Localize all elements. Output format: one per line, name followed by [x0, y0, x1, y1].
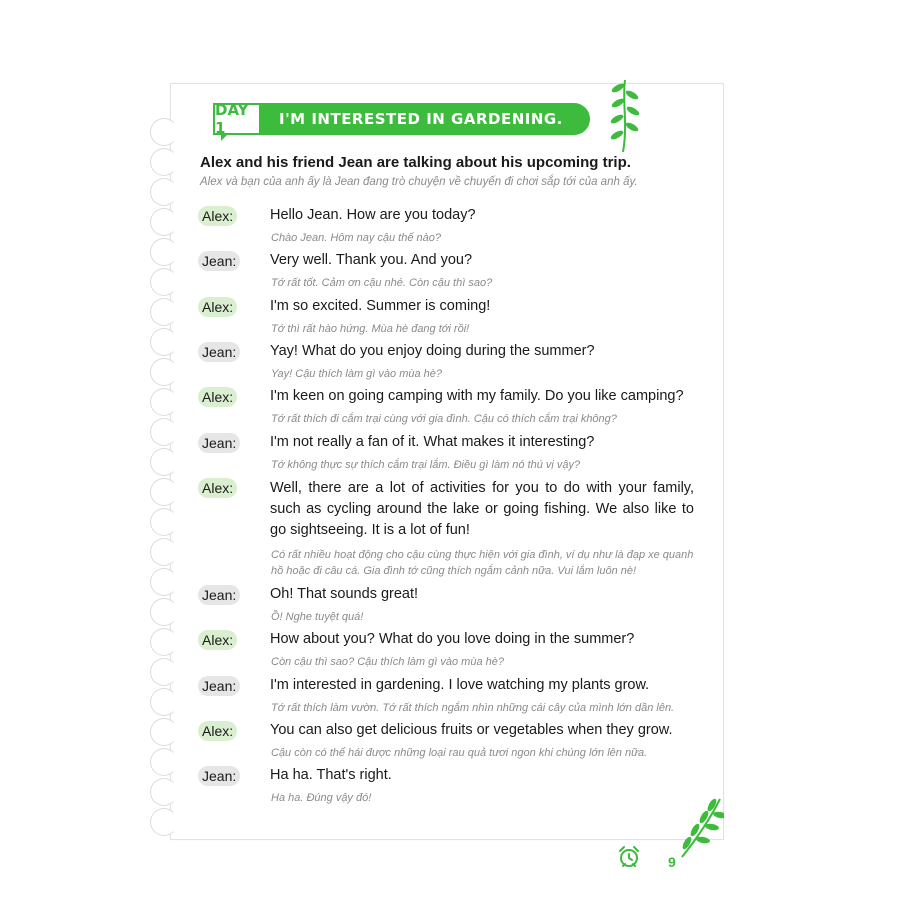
leaf-branch-icon [676, 795, 724, 859]
binding-ring [150, 598, 178, 626]
intro-vietnamese: Alex và bạn của anh ấy là Jean đang trò chuyện về chuyến đi chơi sắp tới của anh ấy. [200, 176, 638, 188]
vietnamese-line: Ha ha. Đúng vậy đó! [271, 792, 372, 804]
binding-ring [150, 148, 178, 176]
lesson-banner [213, 103, 590, 135]
intro [200, 154, 700, 188]
speaker-badge: Alex: [198, 387, 237, 407]
lesson-title: I'M INTERESTED IN GARDENING. [279, 110, 563, 128]
binding-ring [150, 538, 178, 566]
binding-ring [150, 568, 178, 596]
binding-ring [150, 298, 178, 326]
binding-ring [150, 388, 178, 416]
vietnamese-line: Tớ rất thích đi cắm trại cùng với gia đình. Cậu có thích cắm trại không? [271, 413, 617, 425]
binding-ring [150, 718, 178, 746]
speaker-badge: Jean: [198, 585, 240, 605]
binding-ring [150, 778, 178, 806]
page-number: 9 [668, 854, 676, 870]
english-line: I'm not really a fan of it. What makes it interesting? [270, 434, 595, 450]
binding-ring [150, 268, 178, 296]
english-line: You can also get delicious fruits or vegetables when they grow. [270, 722, 673, 738]
vietnamese-line: Ồ! Nghe tuyệt quá! [271, 611, 364, 623]
binding-ring [150, 658, 178, 686]
english-line: Well, there are a lot of activities for you to do with your family, such as cycling around the lake or going fishing. We also like to go sightseeing. It is a lot of fun! [270, 480, 694, 538]
binding-ring [150, 358, 178, 386]
vietnamese-line: Tớ không thực sự thích cắm trại lắm. Điều gì làm nó thú vị vậy? [271, 459, 581, 471]
vietnamese-line: Tớ rất tốt. Cảm ơn cậu nhé. Còn cậu thì sao? [271, 277, 493, 289]
speaker-badge: Alex: [198, 721, 237, 741]
vietnamese-line: Còn cậu thì sao? Cậu thích làm gì vào mùa hè? [271, 656, 504, 668]
binding-ring [150, 748, 178, 776]
binding-ring [150, 118, 178, 146]
english-line: I'm keen on going camping with my family. Do you like camping? [270, 388, 684, 404]
vietnamese-line: Yay! Cậu thích làm gì vào mùa hè? [271, 368, 442, 380]
binding-ring [150, 808, 178, 836]
speaker-badge: Alex: [198, 206, 237, 226]
binding-ring [150, 178, 178, 206]
binding-ring [150, 478, 178, 506]
vietnamese-line: Tớ rất thích làm vườn. Tớ rất thích ngắm nhìn những cái cây của mình lớn dần lên. [271, 702, 675, 714]
binding-ring [150, 448, 178, 476]
binding-ring [150, 238, 178, 266]
binding-ring [150, 508, 178, 536]
speaker-badge: Alex: [198, 297, 237, 317]
english-line: I'm interested in gardening. I love watching my plants grow. [270, 677, 650, 693]
vietnamese-line: Có rất nhiều hoạt động cho cậu cùng thực hiện với gia đình, ví dụ như là đạp xe quanh hồ hoặc đi câu cá. Gia đình tớ cũng thích ngắm cảnh nữa. Vui lắm luôn nè! [271, 549, 694, 577]
binding-ring [150, 208, 178, 236]
binding-ring [150, 418, 178, 446]
vietnamese-line: Chào Jean. Hôm nay cậu thế nào? [271, 232, 442, 244]
spiral-binding [150, 83, 194, 838]
vietnamese-line: Cậu còn có thể hái được những loại rau quả tươi ngon khi chúng lớn lên nữa. [271, 747, 648, 759]
intro-english: Alex and his friend Jean are talking about his upcoming trip. [200, 154, 631, 171]
speech-bubble-tail [221, 133, 229, 141]
speaker-badge: Jean: [198, 676, 240, 696]
english-line: Very well. Thank you. And you? [270, 252, 473, 268]
speaker-badge: Alex: [198, 630, 237, 650]
day-label: DAY 1 [213, 103, 261, 135]
binding-ring [150, 628, 178, 656]
english-line: Ha ha. That's right. [270, 767, 392, 783]
english-line: I'm so excited. Summer is coming! [270, 298, 491, 314]
binding-ring [150, 688, 178, 716]
speaker-badge: Jean: [198, 766, 240, 786]
speaker-badge: Jean: [198, 433, 240, 453]
english-line: Hello Jean. How are you today? [270, 207, 476, 223]
english-line: How about you? What do you love doing in the summer? [270, 631, 635, 647]
speaker-badge: Jean: [198, 251, 240, 271]
english-line: Yay! What do you enjoy doing during the summer? [270, 343, 595, 359]
speaker-badge: Jean: [198, 342, 240, 362]
leaf-branch-icon [608, 78, 642, 154]
alarm-clock-icon [617, 845, 641, 869]
english-line: Oh! That sounds great! [270, 586, 419, 602]
speaker-badge: Alex: [198, 478, 237, 498]
binding-ring [150, 328, 178, 356]
vietnamese-line: Tớ thì rất hào hứng. Mùa hè đang tới rồi! [271, 323, 470, 335]
